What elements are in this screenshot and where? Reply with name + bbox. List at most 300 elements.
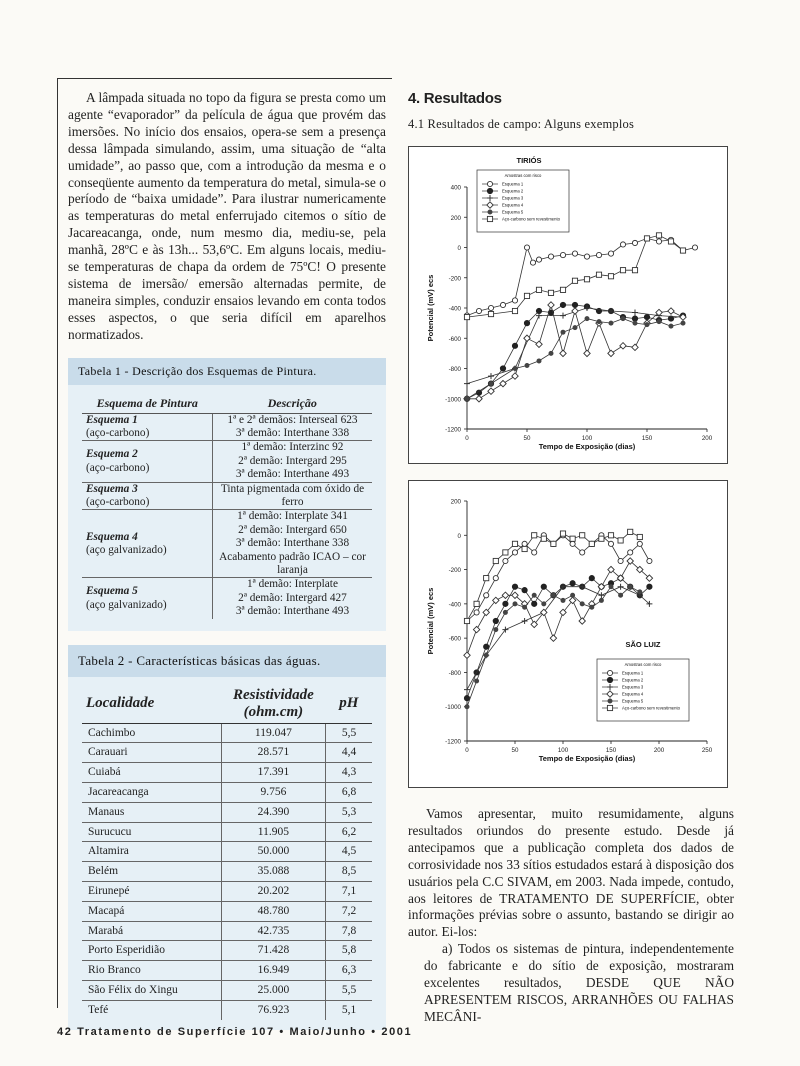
scheme-description-line: 3ª demão: Interthane 493 bbox=[235, 468, 350, 481]
data-point bbox=[561, 598, 565, 602]
data-point bbox=[609, 321, 613, 325]
x-tick-label: 150 bbox=[605, 747, 617, 754]
data-point bbox=[657, 320, 661, 324]
data-point bbox=[656, 239, 661, 244]
y-tick-label: 0 bbox=[457, 245, 461, 252]
table1-row bbox=[82, 510, 372, 524]
data-point bbox=[524, 321, 529, 326]
data-point bbox=[525, 363, 529, 367]
table2-row bbox=[82, 743, 372, 763]
scheme-description-line: 3ª demão: Interthane 338 bbox=[235, 537, 350, 550]
locality-cell: Cachimbo bbox=[82, 723, 221, 743]
list-item-a: a) Todos os sistemas de pintura, independentemente do fabricante e do sítio de exposição, mostraram excelentes resultados, DESDE QUE NÃO APRESENTEM RISCOS, ARRANHÕES OU FALHAS MECÂNI- bbox=[424, 941, 734, 1024]
table2-row bbox=[82, 981, 372, 1001]
data-point bbox=[484, 576, 489, 581]
data-point bbox=[647, 584, 652, 589]
x-axis-label: Tempo de Exposição (dias) bbox=[538, 442, 636, 451]
chart-tirios-frame bbox=[408, 146, 728, 464]
resistivity-cell: 71.428 bbox=[221, 941, 325, 961]
data-point bbox=[589, 576, 594, 581]
data-point bbox=[580, 550, 585, 555]
data-point bbox=[512, 298, 517, 303]
data-point bbox=[570, 581, 575, 586]
scheme-description-line: 3ª demão: Interthane 493 bbox=[235, 605, 350, 618]
data-point bbox=[637, 534, 642, 539]
chart-sao-luiz-frame bbox=[408, 480, 728, 788]
data-point bbox=[488, 210, 492, 214]
chart-title: SÃO LUIZ bbox=[625, 640, 661, 649]
data-point bbox=[572, 302, 577, 307]
table1-row bbox=[82, 482, 372, 510]
table1-scheme-cell bbox=[82, 413, 213, 441]
data-point bbox=[584, 254, 589, 259]
resistivity-cell: 11.905 bbox=[221, 822, 325, 842]
resistivity-cell: 42.735 bbox=[221, 921, 325, 941]
data-point bbox=[570, 536, 575, 541]
data-point bbox=[589, 541, 594, 546]
scheme-description-line: 1ª e 2ª demãos: Interseal 623 bbox=[213, 413, 373, 427]
scheme-name: Esquema 4 bbox=[86, 530, 138, 543]
locality-cell: Marabá bbox=[82, 921, 221, 941]
data-point bbox=[537, 359, 541, 363]
data-point bbox=[609, 585, 613, 589]
data-point bbox=[572, 278, 577, 283]
data-point bbox=[596, 272, 601, 277]
x-axis-label: Tempo de Exposição (dias) bbox=[538, 754, 636, 763]
data-point bbox=[503, 550, 508, 555]
legend-label: Aço-carbono sem revestimento bbox=[502, 216, 560, 222]
legend-label: Aço-carbono sem revestimento bbox=[622, 705, 680, 711]
data-point bbox=[512, 584, 517, 589]
ph-cell: 5,8 bbox=[326, 941, 372, 961]
table2-row bbox=[82, 842, 372, 862]
data-point bbox=[633, 321, 637, 325]
legend-title: Amostras com risco bbox=[624, 662, 662, 667]
locality-cell: Surucucu bbox=[82, 822, 221, 842]
data-point bbox=[620, 268, 625, 273]
scheme-description-line: 1ª demão: Interplate bbox=[213, 578, 373, 592]
scheme-description-line: 1ª demão: Interplate 341 bbox=[213, 510, 373, 524]
data-point bbox=[465, 705, 469, 709]
data-point bbox=[608, 274, 613, 279]
table2-row bbox=[82, 961, 372, 981]
data-point bbox=[628, 550, 633, 555]
y-tick-label: -1000 bbox=[445, 396, 461, 404]
y-tick-label: -800 bbox=[448, 669, 461, 677]
data-point bbox=[551, 593, 555, 597]
data-point bbox=[464, 381, 470, 387]
data-point bbox=[464, 696, 469, 701]
table1-title: Tabela 1 - Descrição dos Esquemas de Pintura. bbox=[68, 358, 386, 385]
legend-box bbox=[477, 170, 569, 232]
locality-cell: Cuiabá bbox=[82, 763, 221, 783]
scheme-description-line: Tinta pigmentada com óxido de ferro bbox=[213, 482, 373, 510]
ph-cell: 5,5 bbox=[326, 723, 372, 743]
table1-scheme-cell bbox=[82, 441, 213, 482]
table1-body bbox=[68, 385, 386, 631]
y-tick-label: 400 bbox=[450, 184, 461, 192]
data-point bbox=[522, 618, 528, 624]
data-point bbox=[513, 602, 517, 606]
data-point bbox=[488, 373, 494, 379]
data-point bbox=[560, 287, 565, 292]
table2-row bbox=[82, 941, 372, 961]
table2-row bbox=[82, 921, 372, 941]
data-point bbox=[637, 541, 642, 546]
data-point bbox=[584, 350, 590, 356]
data-point bbox=[619, 593, 623, 597]
right-paragraph: Vamos apresentar, muito resumidamente, alguns resultados oriundos do presente estudo. Desde já antecipamos que a publicação completa dos dados de corrosividade nos 33 sítios estudados estará à disposição dos usuários pela C.C SIVAM, em 2003. Nada impede, contudo, aos leitores de TRATAMENTO DE SUPERFÍCIE, obter informações prévias sobre o assunto, bastando se dirigir ao autor. Ei-los: bbox=[408, 806, 734, 940]
data-point bbox=[608, 350, 614, 356]
data-point bbox=[464, 618, 469, 623]
data-point bbox=[560, 302, 565, 307]
table2-body bbox=[68, 677, 386, 1030]
data-point bbox=[608, 541, 613, 546]
data-point bbox=[524, 335, 530, 341]
data-point bbox=[532, 601, 537, 606]
table1-scheme-cell bbox=[82, 482, 213, 510]
data-point bbox=[484, 644, 489, 649]
data-point bbox=[632, 268, 637, 273]
chart-title: TIRIÓS bbox=[516, 156, 542, 165]
data-point bbox=[512, 308, 517, 313]
data-point bbox=[681, 321, 685, 325]
data-point bbox=[502, 627, 508, 633]
x-tick-label: 50 bbox=[523, 435, 531, 442]
data-point bbox=[541, 584, 546, 589]
subsection-heading: 4.1 Resultados de campo: Alguns exemplos bbox=[408, 117, 635, 131]
chart-tirios bbox=[409, 147, 727, 463]
locality-cell: Carauari bbox=[82, 743, 221, 763]
data-point bbox=[628, 585, 632, 589]
scheme-description-line: Acabamento padrão ICAO – cor laranja bbox=[219, 550, 366, 577]
table1-row bbox=[82, 413, 372, 427]
data-point bbox=[632, 240, 637, 245]
data-point bbox=[536, 257, 541, 262]
data-point bbox=[532, 533, 537, 538]
y-tick-label: 0 bbox=[457, 532, 461, 540]
legend-box bbox=[597, 659, 689, 721]
y-tick-label: -400 bbox=[448, 601, 461, 609]
data-point bbox=[692, 245, 697, 250]
locality-cell: São Félix do Xingu bbox=[82, 981, 221, 1001]
data-point bbox=[530, 260, 535, 265]
y-tick-label: -1000 bbox=[445, 704, 461, 712]
legend-label: Esquema 3 bbox=[622, 684, 644, 690]
ph-cell: 5,5 bbox=[326, 981, 372, 1001]
scheme-description-line: 1ª demão: Interzinc 92 bbox=[213, 441, 373, 455]
data-point bbox=[465, 397, 469, 401]
data-point bbox=[632, 310, 638, 316]
right-text-block bbox=[408, 806, 734, 1026]
data-point bbox=[560, 252, 565, 257]
series-line bbox=[467, 561, 649, 655]
data-point bbox=[579, 618, 585, 624]
legend-title: Amostras com risco bbox=[504, 173, 542, 178]
scheme-name: Esquema 2 bbox=[86, 448, 138, 461]
table2-row bbox=[82, 822, 372, 842]
y-tick-label: -600 bbox=[448, 635, 461, 643]
data-point bbox=[512, 343, 517, 348]
legend-label: Esquema 3 bbox=[502, 195, 524, 201]
data-point bbox=[620, 343, 626, 349]
x-tick-label: 0 bbox=[465, 435, 469, 442]
table2-row bbox=[82, 723, 372, 743]
data-point bbox=[561, 330, 565, 334]
table1-scheme-cell bbox=[82, 510, 213, 578]
data-point bbox=[473, 626, 479, 632]
ph-cell: 5,3 bbox=[326, 802, 372, 822]
data-point bbox=[464, 652, 470, 658]
data-point bbox=[474, 601, 479, 606]
series-line bbox=[467, 308, 683, 384]
legend-label: Esquema 4 bbox=[502, 202, 524, 208]
ph-cell: 7,1 bbox=[326, 882, 372, 902]
scheme-description-line: 2ª demão: Intergard 295 bbox=[238, 454, 347, 467]
legend-label: Esquema 2 bbox=[502, 188, 524, 194]
resistivity-cell: 28.571 bbox=[221, 743, 325, 763]
data-point bbox=[590, 605, 594, 609]
resistivity-cell: 16.949 bbox=[221, 961, 325, 981]
data-point bbox=[607, 677, 612, 682]
data-point bbox=[618, 558, 623, 563]
table1-row bbox=[82, 578, 372, 592]
legend-label: Esquema 5 bbox=[502, 209, 524, 215]
data-point bbox=[585, 317, 589, 321]
scheme-name: Esquema 3 bbox=[86, 482, 138, 495]
data-point bbox=[656, 233, 661, 238]
legend-label: Esquema 1 bbox=[622, 670, 644, 676]
y-tick-label: 200 bbox=[450, 498, 461, 506]
data-point bbox=[572, 308, 578, 314]
scheme-name: Esquema 1 bbox=[86, 413, 138, 426]
data-point bbox=[573, 326, 577, 330]
data-point bbox=[548, 254, 553, 259]
x-tick-label: 200 bbox=[653, 747, 665, 754]
data-point bbox=[608, 251, 613, 256]
data-point bbox=[644, 236, 649, 241]
data-point bbox=[474, 610, 479, 615]
x-tick-label: 150 bbox=[641, 435, 653, 442]
table2-row bbox=[82, 763, 372, 783]
data-point bbox=[548, 302, 554, 308]
y-tick-label: -400 bbox=[448, 305, 461, 313]
data-point bbox=[620, 242, 625, 247]
locality-cell: Manaus bbox=[82, 802, 221, 822]
data-point bbox=[524, 293, 529, 298]
locality-cell: Jacareacanga bbox=[82, 783, 221, 803]
x-tick-label: 100 bbox=[557, 747, 569, 754]
page-footer: 42 Tratamento de Superfície 107 • Maio/Junho • 2001 bbox=[57, 1026, 413, 1038]
left-paragraph-text: A lâmpada situada no topo da figura se presta como um agente “evaporador” da película de água que provém das imersões. No início dos ensaios, opera-se sem a presença dessa lâmpada simulando, assim, uma situação de “alta umidade”, ao passo que, com a introdução da mesma e o conseqüente aumento da temperatura do metal, simula-se o período de “baixa umidade”. Para ilustrar numericamente as temperaturas do metal enferrujado citemos o sítio de Jacareacanga, onde, num mesmo dia, mediu-se, pela manhã, 28ºC e às 13h... 53,6ºC. Em alguns locais, mediu-se temperaturas de chapa da ordem de 75ºC! O presente sistema de imersão/ emersão alternadas permite, de maneira simples, conduzir ensaios levando em conta todos esses aspectos, o que seria difícil em aparelhos normatizados. bbox=[68, 90, 386, 342]
legend-label: Esquema 4 bbox=[622, 691, 644, 697]
data-point bbox=[503, 601, 508, 606]
data-point bbox=[548, 290, 553, 295]
data-point bbox=[669, 324, 673, 328]
y-tick-label: -800 bbox=[448, 366, 461, 373]
left-frame-rule bbox=[57, 78, 58, 1008]
data-point bbox=[487, 181, 492, 186]
data-point bbox=[542, 602, 546, 606]
scheme-name: Esquema 5 bbox=[86, 585, 138, 598]
data-point bbox=[668, 308, 674, 314]
data-point bbox=[560, 350, 566, 356]
y-tick-label: -1200 bbox=[445, 426, 461, 434]
data-point bbox=[597, 320, 601, 324]
scheme-description-line: 2ª demão: Intergard 650 bbox=[238, 523, 347, 536]
data-point bbox=[500, 366, 505, 371]
data-point bbox=[632, 316, 637, 321]
table2-row bbox=[82, 901, 372, 921]
data-point bbox=[621, 317, 625, 321]
table2-col-resistividade: Resistividade (ohm.cm) bbox=[221, 685, 325, 724]
data-point bbox=[476, 396, 482, 402]
resistivity-cell: 48.780 bbox=[221, 901, 325, 921]
y-tick-label: -1200 bbox=[445, 738, 461, 746]
data-point bbox=[551, 541, 556, 546]
ph-cell: 6,8 bbox=[326, 783, 372, 803]
table2-row bbox=[82, 783, 372, 803]
ph-cell: 6,2 bbox=[326, 822, 372, 842]
resistivity-cell: 24.390 bbox=[221, 802, 325, 822]
data-point bbox=[512, 550, 517, 555]
resistivity-cell: 76.923 bbox=[221, 1000, 325, 1019]
scheme-substrate: (aço-carbono) bbox=[86, 461, 150, 474]
right-column bbox=[408, 90, 740, 140]
x-tick-label: 250 bbox=[701, 747, 713, 754]
scheme-description-line: 3ª demão: Interthane 338 bbox=[235, 427, 350, 439]
section-heading: 4. Resultados bbox=[408, 90, 502, 107]
legend-label: Esquema 5 bbox=[622, 698, 644, 704]
table1-scheme-cell bbox=[82, 578, 213, 619]
data-point bbox=[494, 628, 498, 632]
resistivity-cell: 35.088 bbox=[221, 862, 325, 882]
data-point bbox=[493, 618, 498, 623]
data-point bbox=[488, 305, 493, 310]
data-point bbox=[500, 380, 506, 386]
data-point bbox=[541, 536, 546, 541]
y-axis-label: Potencial (mV) ecs bbox=[426, 274, 435, 342]
legend-label: Esquema 2 bbox=[622, 677, 644, 683]
resistivity-cell: 9.756 bbox=[221, 783, 325, 803]
data-point bbox=[487, 188, 492, 193]
resistivity-cell: 25.000 bbox=[221, 981, 325, 1001]
data-point bbox=[599, 598, 603, 602]
left-frame-top bbox=[57, 78, 392, 79]
data-point bbox=[493, 576, 498, 581]
data-point bbox=[487, 216, 492, 221]
y-tick-label: 200 bbox=[450, 214, 461, 222]
data-point bbox=[522, 546, 527, 551]
table2-row bbox=[82, 802, 372, 822]
data-point bbox=[645, 323, 649, 327]
resistivity-cell: 20.202 bbox=[221, 882, 325, 902]
series-line bbox=[467, 319, 683, 399]
data-point bbox=[560, 313, 566, 319]
left-paragraph bbox=[68, 90, 386, 344]
data-point bbox=[608, 533, 613, 538]
resistivity-cell: 119.047 bbox=[221, 723, 325, 743]
data-point bbox=[524, 245, 529, 250]
data-point bbox=[512, 541, 517, 546]
scheme-substrate: (aço galvanizado) bbox=[86, 543, 167, 556]
data-point bbox=[680, 248, 685, 253]
data-point bbox=[493, 558, 498, 563]
left-column bbox=[68, 90, 386, 1030]
legend-label: Esquema 1 bbox=[502, 181, 524, 187]
scheme-substrate: (aço-carbono) bbox=[86, 496, 150, 509]
data-point bbox=[618, 538, 623, 543]
ph-cell: 7,8 bbox=[326, 921, 372, 941]
ph-cell: 4,4 bbox=[326, 743, 372, 763]
data-point bbox=[488, 388, 494, 394]
ph-cell: 4,5 bbox=[326, 842, 372, 862]
data-point bbox=[489, 382, 493, 386]
data-point bbox=[608, 699, 612, 703]
table2-row bbox=[82, 1000, 372, 1019]
data-point bbox=[512, 373, 518, 379]
data-point bbox=[464, 314, 469, 319]
data-point bbox=[628, 529, 633, 534]
data-point bbox=[644, 314, 649, 319]
locality-cell: Rio Branco bbox=[82, 961, 221, 981]
data-point bbox=[500, 302, 505, 307]
locality-cell: Tefé bbox=[82, 1000, 221, 1019]
locality-cell: Macapá bbox=[82, 901, 221, 921]
table1 bbox=[68, 358, 386, 631]
data-point bbox=[484, 593, 489, 598]
scheme-description-line: 2ª demão: Intergard 427 bbox=[238, 591, 347, 604]
data-point bbox=[532, 593, 536, 597]
data-point bbox=[522, 541, 527, 546]
locality-cell: Eirunepé bbox=[82, 882, 221, 902]
data-point bbox=[536, 287, 541, 292]
table2-title: Tabela 2 - Características básicas das águas. bbox=[68, 645, 386, 677]
data-point bbox=[484, 653, 488, 657]
ph-cell: 6,3 bbox=[326, 961, 372, 981]
data-point bbox=[580, 602, 584, 606]
data-point bbox=[618, 584, 624, 590]
scheme-substrate: (aço-carbono) bbox=[86, 427, 150, 439]
resistivity-cell: 17.391 bbox=[221, 763, 325, 783]
data-point bbox=[488, 311, 493, 316]
data-point bbox=[549, 351, 553, 355]
x-tick-label: 0 bbox=[465, 747, 469, 754]
ph-cell: 7,2 bbox=[326, 901, 372, 921]
data-point bbox=[570, 541, 575, 546]
scheme-substrate: (aço galvanizado) bbox=[86, 598, 167, 611]
data-point bbox=[638, 590, 642, 594]
data-point bbox=[647, 558, 652, 563]
data-point bbox=[571, 593, 575, 597]
y-tick-label: -200 bbox=[448, 567, 461, 575]
x-tick-label: 50 bbox=[511, 747, 519, 754]
data-point bbox=[513, 367, 517, 371]
x-tick-label: 100 bbox=[581, 435, 593, 442]
y-tick-label: -600 bbox=[448, 335, 461, 343]
data-point bbox=[572, 251, 577, 256]
chart-sao-luiz bbox=[409, 481, 727, 787]
series-line bbox=[467, 305, 683, 399]
data-point bbox=[475, 679, 479, 683]
data-point bbox=[476, 308, 481, 313]
data-point bbox=[560, 531, 565, 536]
data-point bbox=[502, 592, 508, 598]
y-axis-label: Potencial (mV) ecs bbox=[426, 587, 435, 655]
ph-cell: 5,1 bbox=[326, 1000, 372, 1019]
data-point bbox=[596, 252, 601, 257]
data-point bbox=[503, 610, 507, 614]
